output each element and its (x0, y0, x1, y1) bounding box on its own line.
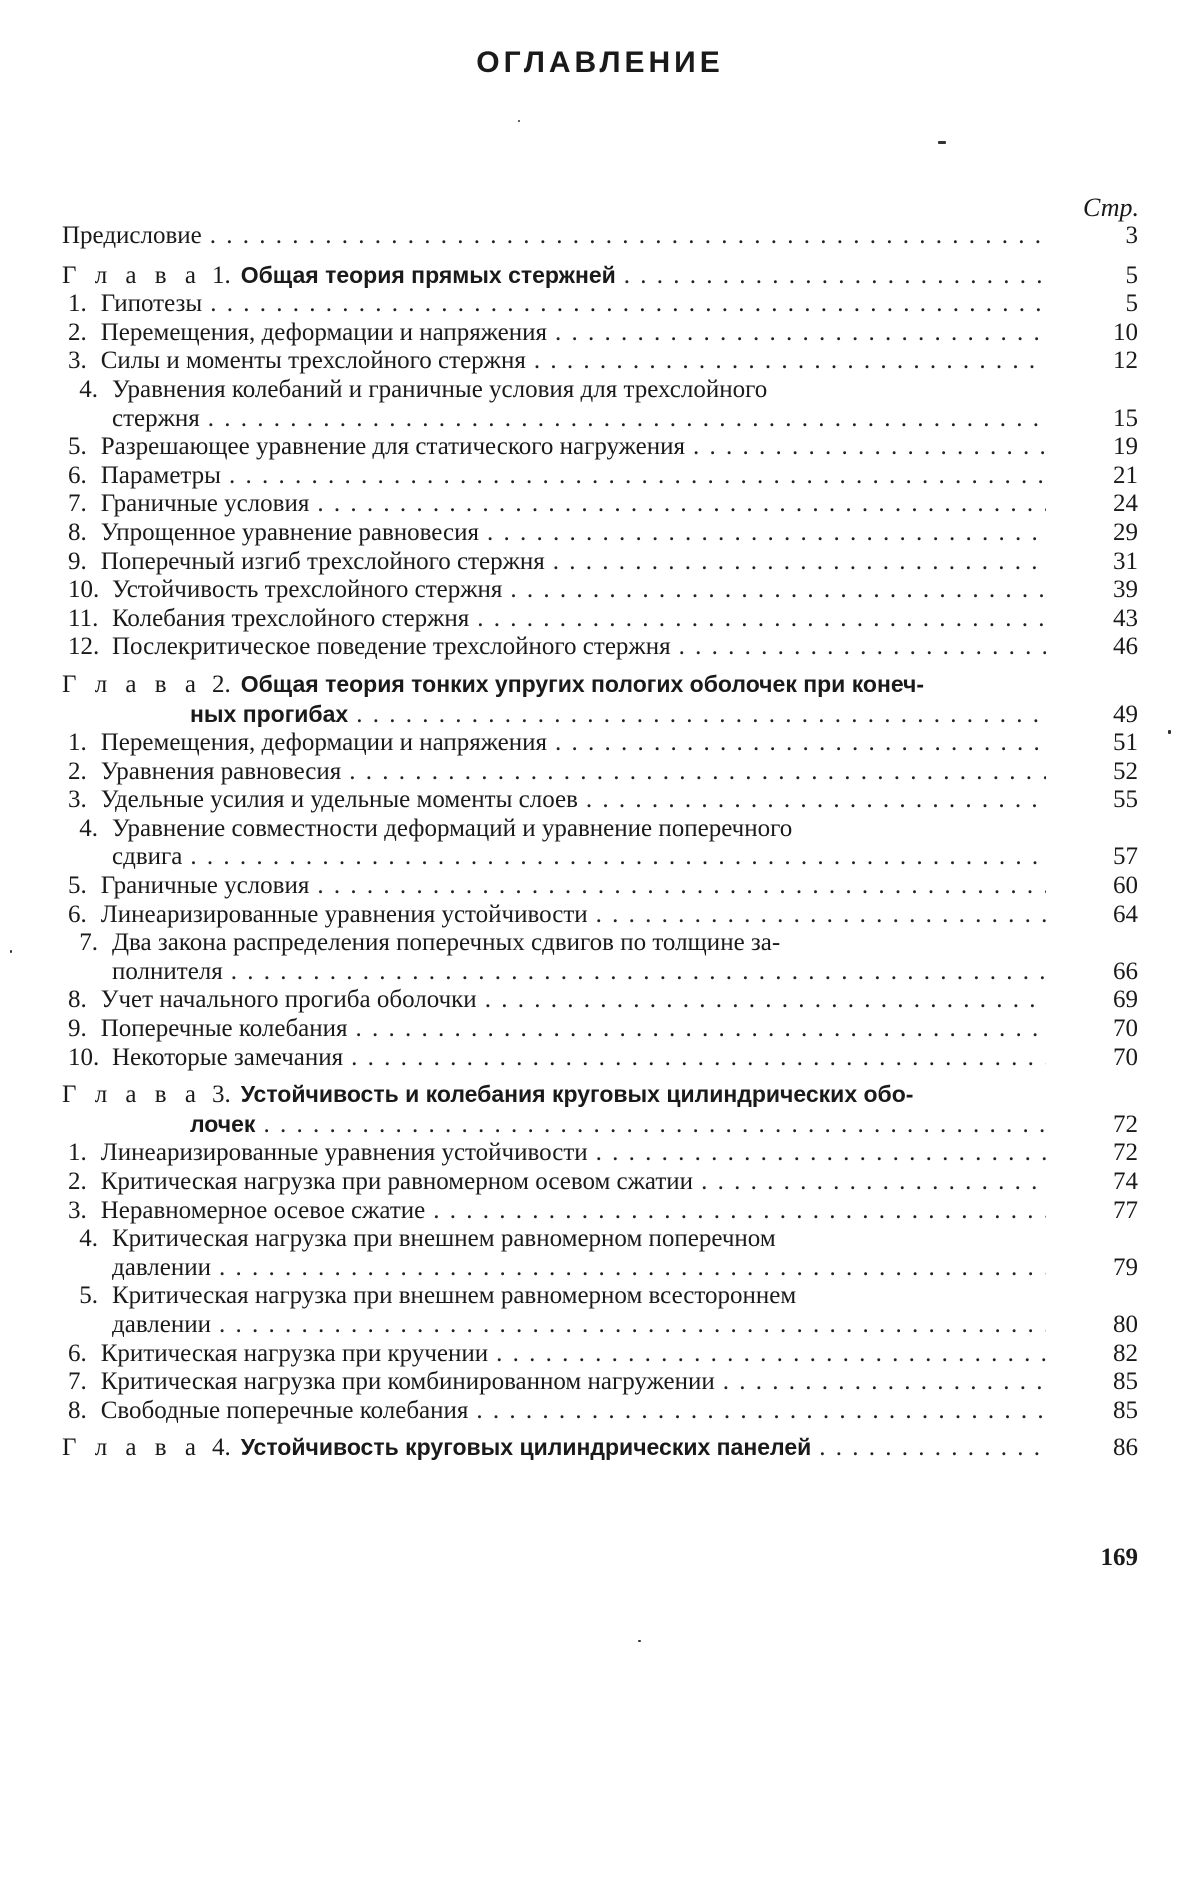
dot-leader (555, 319, 1046, 348)
section-number: 1. (68, 1139, 87, 1167)
section-number: 3. (68, 1196, 87, 1224)
chapter-title: Устойчивость круговых цилиндрических панелей (240, 1434, 812, 1461)
section-line (79, 814, 1046, 844)
section-line (112, 958, 1046, 987)
section-title: давлении (112, 1253, 211, 1281)
section-page: 21 (1113, 461, 1138, 489)
toc-section (62, 986, 1138, 1015)
section-title: Свободные поперечные колебания (100, 1396, 469, 1424)
toc-section (62, 576, 1138, 605)
section-text (62, 872, 1046, 901)
section-page: 79 (1113, 1253, 1138, 1281)
toc-section (62, 519, 1138, 548)
section-number: 2. (68, 318, 87, 346)
section-page: 82 (1113, 1339, 1138, 1367)
section-title: Некоторые замечания (112, 1043, 344, 1071)
page-title: ОГЛАВЛЕНИЕ (476, 46, 724, 79)
section-text (62, 548, 1046, 577)
section-page: 52 (1113, 757, 1138, 785)
section-page: 43 (1113, 604, 1138, 632)
entry-title: Предисловие (62, 222, 202, 249)
toc-section (62, 290, 1138, 319)
dot-leader (229, 462, 1046, 491)
section-title: Параметры (100, 461, 221, 489)
toc-section (62, 633, 1138, 662)
section-page: 10 (1113, 318, 1138, 346)
section-page: 70 (1113, 1043, 1138, 1071)
section-number: 7. (79, 929, 98, 957)
section-line (68, 461, 1046, 491)
section-line (68, 1168, 1046, 1197)
chapter-text (62, 1080, 1046, 1139)
section-text (62, 1340, 1046, 1369)
toc-section (62, 1197, 1138, 1226)
section-number: 6. (68, 461, 87, 489)
chapter-title: ных прогибах (190, 700, 349, 727)
section-line (68, 1043, 1046, 1073)
chapter-page: 5 (1125, 261, 1138, 289)
section-title: Учет начального прогиба оболочки (100, 986, 477, 1014)
chapter-label: Г л а в а (62, 1081, 202, 1109)
page-number: 169 (1100, 1544, 1138, 1571)
section-number: 8. (68, 986, 87, 1014)
table-of-contents (62, 222, 1138, 1463)
dot-leader (819, 1434, 1046, 1463)
section-title: Критическая нагрузка при кручении (100, 1339, 489, 1367)
toc-section (62, 1397, 1138, 1426)
section-text (62, 815, 1046, 872)
chapter-line (62, 1433, 1046, 1463)
section-line (68, 986, 1046, 1015)
toc-chapter-1 (62, 261, 1138, 291)
section-title: Поперечный изгиб трехслойного стержня (100, 547, 545, 575)
toc-section (62, 729, 1138, 758)
section-text (62, 576, 1046, 605)
section-title: Уравнения колебаний и граничные условия для трехслойного (112, 375, 768, 403)
section-text (62, 901, 1046, 930)
section-page: 74 (1113, 1168, 1138, 1195)
chapter-number: 2. (211, 670, 231, 698)
dot-leader (596, 901, 1046, 930)
page-column-header: Стр. (1083, 193, 1139, 222)
section-number: 4. (79, 375, 98, 403)
section-line (68, 1196, 1046, 1226)
section-number: 8. (68, 518, 87, 546)
dot-leader (496, 1340, 1046, 1369)
section-title: Два закона распределения поперечных сдвигов по толщине за- (112, 929, 781, 957)
toc-chapter-2 (62, 670, 1138, 729)
section-line (68, 518, 1046, 548)
chapter-title: Общая теория прямых стержней (240, 261, 616, 288)
dot-leader (349, 758, 1046, 787)
chapter-page: 49 (1113, 700, 1138, 728)
section-line (68, 290, 1046, 319)
section-line (68, 576, 1046, 605)
section-text (62, 1282, 1046, 1339)
dot-leader (477, 605, 1046, 634)
section-number: 3. (68, 347, 87, 375)
section-title: Уравнение совместности деформаций и уравнение поперечного (112, 814, 793, 842)
section-line (68, 1015, 1046, 1044)
toc-section (62, 872, 1138, 901)
section-page: 57 (1113, 843, 1138, 871)
toc-section (62, 462, 1138, 491)
scan-speck (518, 120, 520, 122)
chapter-number: 4. (211, 1434, 231, 1462)
section-number: 1. (68, 290, 87, 318)
section-page: 64 (1113, 900, 1138, 928)
chapter-label: Г л а в а (62, 670, 202, 698)
section-page: 29 (1113, 518, 1138, 546)
section-text (62, 290, 1046, 319)
section-text (62, 433, 1046, 462)
toc-section (62, 901, 1138, 930)
section-text (62, 1368, 1046, 1397)
section-text (62, 1197, 1046, 1226)
dot-leader (433, 1197, 1046, 1226)
toc-section (62, 1168, 1138, 1197)
chapter-line (62, 670, 1046, 700)
dot-leader (534, 347, 1046, 376)
toc-chapter-3 (62, 1080, 1138, 1139)
section-line (68, 872, 1046, 901)
section-line (79, 1225, 1046, 1254)
section-page: 15 (1113, 404, 1138, 432)
dot-leader (219, 1254, 1046, 1283)
entry-text (62, 222, 1046, 251)
section-text (62, 1397, 1046, 1426)
chapter-title: лочек (190, 1110, 256, 1137)
section-line (112, 405, 1046, 434)
dot-leader (596, 1139, 1046, 1168)
section-title: Колебания трехслойного стержня (112, 604, 470, 632)
section-title: Поперечные колебания (100, 1015, 348, 1043)
section-line (79, 929, 1046, 958)
dot-leader (356, 701, 1046, 730)
section-text (62, 786, 1046, 815)
toc-chapter-4 (62, 1433, 1138, 1463)
section-title: Разрешающее уравнение для статического нагружения (100, 433, 685, 461)
chapter-title: Общая теория тонких упругих пологих оболочек при конеч- (240, 670, 925, 697)
dot-leader (624, 262, 1046, 291)
section-text (62, 929, 1046, 986)
section-text (62, 729, 1046, 758)
dot-leader (701, 1168, 1046, 1197)
chapter-page: 86 (1113, 1434, 1138, 1462)
section-title: сдвига (112, 843, 183, 871)
toc-section (62, 433, 1138, 462)
section-line (68, 729, 1046, 758)
section-line (68, 786, 1046, 815)
section-page: 66 (1113, 957, 1138, 985)
section-text (62, 462, 1046, 491)
section-text (62, 490, 1046, 519)
section-line (68, 633, 1046, 662)
section-title: Уравнения равновесия (100, 757, 342, 785)
dot-leader (555, 729, 1046, 758)
section-line (68, 1139, 1046, 1168)
section-page: 39 (1113, 576, 1138, 604)
chapter-text (62, 670, 1046, 729)
section-page: 19 (1113, 433, 1138, 461)
section-line (68, 347, 1046, 376)
section-title: стержня (112, 404, 200, 432)
section-title: Перемещения, деформации и напряжения (100, 729, 548, 757)
toc-entry-preface (62, 222, 1138, 251)
section-line (68, 547, 1046, 577)
toc-section (62, 1139, 1138, 1168)
dot-leader (317, 490, 1046, 519)
section-number: 10. (68, 1043, 100, 1071)
dot-leader (510, 576, 1046, 605)
dot-leader (485, 986, 1046, 1015)
section-title: давлении (112, 1310, 211, 1338)
section-number: 10. (68, 576, 100, 604)
toc-section (62, 1015, 1138, 1044)
dot-leader (723, 1368, 1046, 1397)
section-page: 12 (1113, 347, 1138, 375)
section-text (62, 633, 1046, 662)
section-line (68, 433, 1046, 462)
section-text (62, 986, 1046, 1015)
section-text (62, 1139, 1046, 1168)
section-text (62, 758, 1046, 787)
toc-section (62, 1044, 1138, 1073)
dot-leader (679, 633, 1046, 662)
section-title: полнителя (112, 957, 223, 985)
toc-section (62, 1368, 1138, 1397)
dot-leader (693, 433, 1046, 462)
section-page: 24 (1113, 490, 1138, 518)
scan-speck (938, 141, 946, 144)
section-number: 3. (68, 786, 87, 814)
section-text (62, 1168, 1046, 1197)
scan-speck (638, 1640, 641, 1642)
chapter-line (62, 700, 1046, 730)
toc-section (62, 1340, 1138, 1369)
dot-leader (351, 1044, 1046, 1073)
section-page: 85 (1113, 1396, 1138, 1424)
section-line (68, 1368, 1046, 1397)
section-text (62, 376, 1046, 433)
toc-section (62, 1282, 1138, 1339)
entry-line (62, 222, 1046, 251)
dot-leader (487, 519, 1046, 548)
section-number: 2. (68, 1168, 87, 1195)
chapter-page: 72 (1113, 1110, 1138, 1138)
section-number: 9. (68, 547, 87, 575)
section-text (62, 319, 1046, 348)
section-title: Силы и моменты трехслойного стержня (100, 347, 526, 375)
section-text (62, 1225, 1046, 1282)
section-number: 6. (68, 1339, 87, 1367)
section-line (68, 757, 1046, 787)
chapter-number: 3. (211, 1081, 231, 1109)
section-title: Перемещения, деформации и напряжения (100, 318, 548, 346)
section-page: 85 (1113, 1368, 1138, 1396)
section-page: 51 (1113, 729, 1138, 757)
dot-leader (190, 843, 1046, 872)
section-line (68, 604, 1046, 634)
toc-section (62, 548, 1138, 577)
toc-section (62, 929, 1138, 986)
section-title: Линеаризированные уравнения устойчивости (100, 900, 588, 928)
section-title: Критическая нагрузка при равномерном осевом сжатии (100, 1168, 694, 1195)
dot-leader (219, 1311, 1046, 1340)
section-page: 70 (1113, 1015, 1138, 1043)
section-page: 5 (1125, 290, 1138, 318)
section-title: Неравномерное осевое сжатие (100, 1196, 426, 1224)
chapter-label: Г л а в а (62, 1434, 202, 1462)
chapter-number: 1. (211, 261, 231, 289)
chapter-text (62, 1433, 1046, 1463)
section-page: 69 (1113, 986, 1138, 1014)
toc-section (62, 786, 1138, 815)
toc-section (62, 605, 1138, 634)
scan-speck (10, 950, 12, 953)
toc-section (62, 1225, 1138, 1282)
dot-leader (356, 1015, 1046, 1044)
section-title: Граничные условия (100, 872, 310, 900)
scan-speck (1168, 730, 1171, 734)
toc-section (62, 319, 1138, 348)
section-line (112, 843, 1046, 872)
section-title: Послекритическое поведение трехслойного стержня (112, 633, 671, 661)
toc-section (62, 815, 1138, 872)
dot-leader (210, 290, 1046, 319)
chapter-line (62, 1080, 1046, 1110)
section-line (68, 1339, 1046, 1369)
section-line (68, 490, 1046, 519)
section-title: Критическая нагрузка при комбинированном нагружении (100, 1368, 715, 1396)
dot-leader (231, 958, 1046, 987)
section-line (112, 1311, 1046, 1340)
section-line (112, 1254, 1046, 1283)
section-number: 5. (68, 433, 87, 461)
section-text (62, 605, 1046, 634)
section-number: 6. (68, 900, 87, 928)
section-number: 7. (68, 490, 87, 518)
toc-section (62, 347, 1138, 376)
chapter-label: Г л а в а (62, 261, 202, 289)
chapter-title: Устойчивость и колебания круговых цилиндрических обо- (240, 1081, 914, 1108)
section-page: 60 (1113, 872, 1138, 900)
section-line (68, 1396, 1046, 1426)
section-text (62, 1015, 1046, 1044)
section-text (62, 1044, 1046, 1073)
section-title: Гипотезы (100, 290, 203, 318)
section-number: 5. (68, 872, 87, 900)
section-page: 72 (1113, 1139, 1138, 1167)
section-page: 55 (1113, 786, 1138, 814)
chapter-line (62, 261, 1046, 291)
section-number: 9. (68, 1015, 87, 1043)
toc-section (62, 376, 1138, 433)
section-number: 2. (68, 757, 87, 785)
section-title: Удельные усилия и удельные моменты слоев (100, 786, 578, 814)
dot-leader (586, 786, 1046, 815)
section-page: 31 (1113, 547, 1138, 575)
section-number: 4. (79, 814, 98, 842)
dot-leader (263, 1111, 1046, 1140)
chapter-line (62, 1110, 1046, 1140)
section-number: 12. (68, 633, 100, 661)
section-number: 5. (79, 1282, 98, 1310)
dot-leader (210, 222, 1046, 251)
section-title: Граничные условия (100, 490, 310, 518)
section-line (68, 900, 1046, 930)
toc-section (62, 490, 1138, 519)
section-text (62, 347, 1046, 376)
section-number: 8. (68, 1396, 87, 1424)
dot-leader (553, 548, 1046, 577)
section-title: Упрощенное уравнение равновесия (100, 518, 479, 546)
section-text (62, 519, 1046, 548)
section-page: 77 (1113, 1196, 1138, 1224)
section-line (68, 318, 1046, 348)
dot-leader (317, 872, 1046, 901)
dot-leader (208, 405, 1046, 434)
chapter-text (62, 261, 1046, 291)
section-line (79, 375, 1046, 405)
section-number: 7. (68, 1368, 87, 1396)
section-number: 11. (68, 604, 99, 632)
section-page: 46 (1113, 633, 1138, 661)
dot-leader (476, 1397, 1046, 1426)
section-page: 80 (1113, 1310, 1138, 1338)
section-title: Устойчивость трехслойного стержня (112, 576, 503, 604)
section-title: Линеаризированные уравнения устойчивости (100, 1139, 588, 1167)
section-number: 1. (68, 729, 87, 757)
toc-section (62, 758, 1138, 787)
section-line (79, 1282, 1046, 1311)
section-title: Критическая нагрузка при внешнем равномерном поперечном (112, 1225, 776, 1253)
entry-page: 3 (1125, 222, 1138, 249)
section-title: Критическая нагрузка при внешнем равномерном всестороннем (112, 1282, 797, 1310)
section-number: 4. (79, 1225, 98, 1253)
